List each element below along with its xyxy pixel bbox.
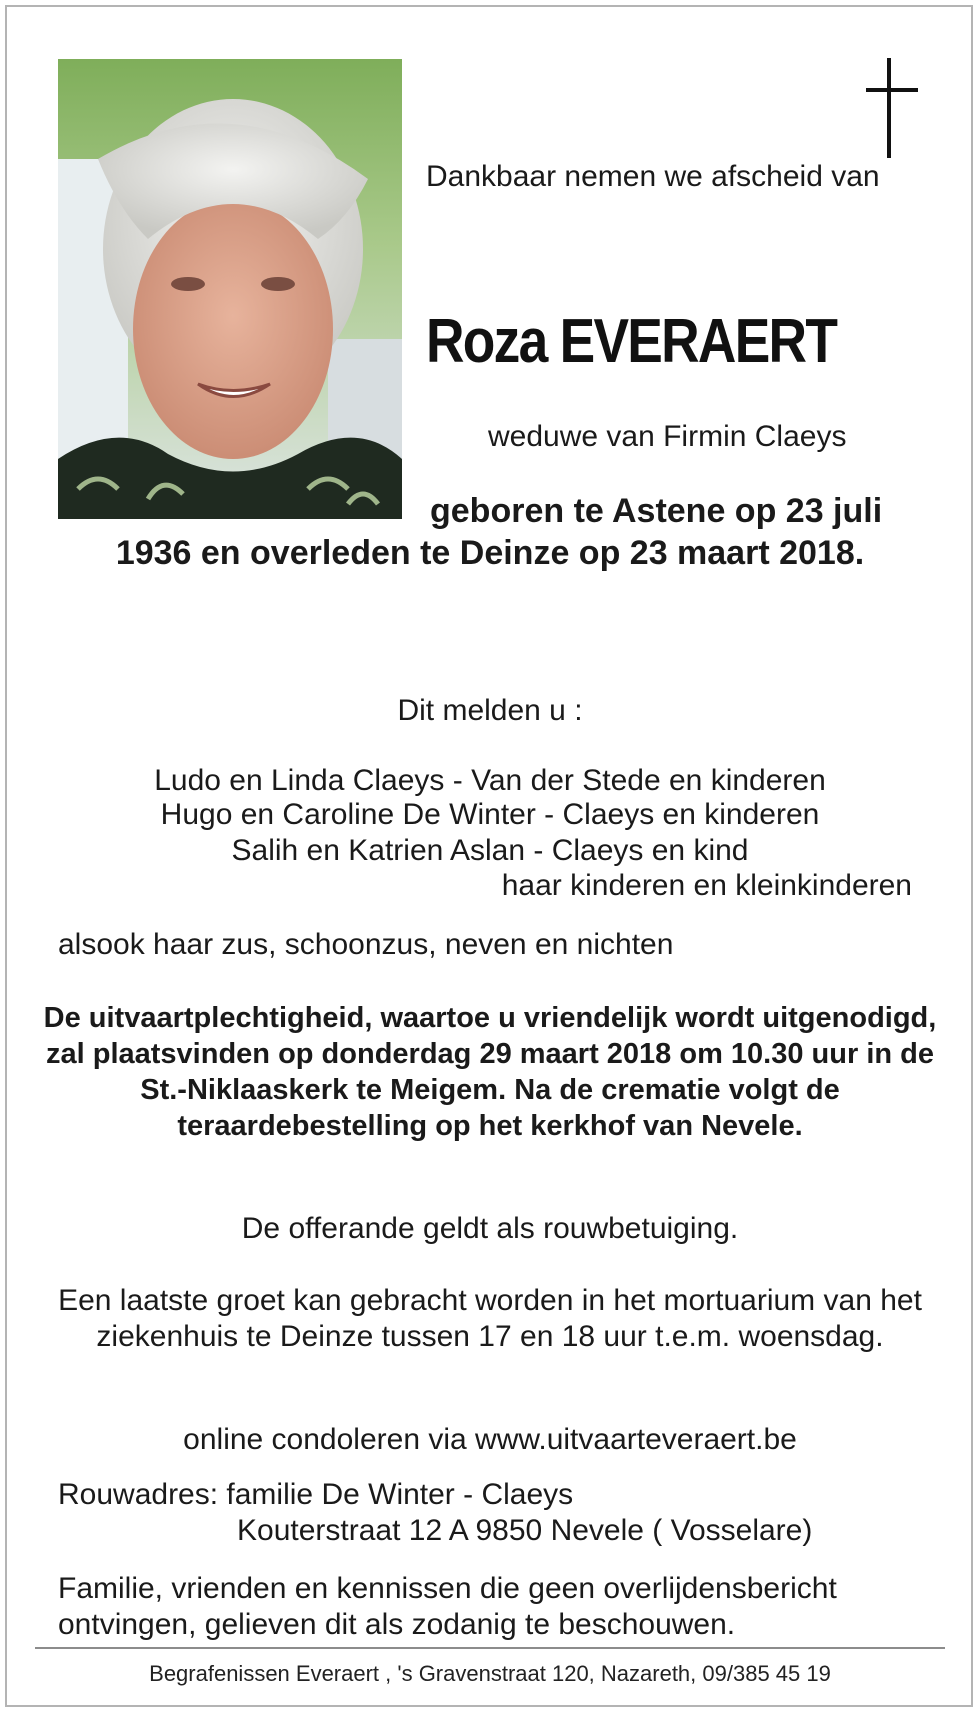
intro-text: Dankbaar nemen we afscheid van (426, 160, 880, 193)
family-line: Salih en Katrien Aslan - Claeys en kind (231, 834, 749, 867)
ceremony-text: De uitvaartplechtigheid, waartoe u vriendelijk wordt uitgenodigd, zal plaatsvinden op donderdag 29 maart 2018 om 10.30 uur in de St.-Niklaaskerk te Meigem. Na de crematie volgt de teraardebestelling op het kerkhof van Nevele. (43, 1002, 937, 1142)
birth-line-2: 1936 en overleden te Deinze op 23 maart 2018. (115, 534, 865, 572)
announce-text: Dit melden u : (397, 694, 583, 727)
notice-text: Familie, vrienden en kennissen die geen overlijdensbericht ontvingen, gelieven dit als zodanig te beschouwen. (58, 1572, 837, 1641)
family-line: haar kinderen en kleinkinderen (501, 869, 912, 902)
family-line: Hugo en Caroline De Winter - Claeys en kinderen (160, 798, 820, 831)
portrait-photo (58, 59, 402, 519)
offering-text: De offerande geldt als rouwbetuiging. (241, 1212, 739, 1245)
birth-line-1: geboren te Astene op 23 juli (430, 492, 883, 530)
address-line-1: Rouwadres: familie De Winter - Claeys (58, 1478, 574, 1511)
visit-text: Een laatste groet kan gebracht worden in het mortuarium van het ziekenhuis te Deinze tussen 17 en 18 uur t.e.m. woensdag. (58, 1284, 922, 1353)
cross-icon (860, 58, 920, 158)
spouse-line: weduwe van Firmin Claeys (488, 420, 847, 453)
online-condolence: online condoleren via www.uitvaarteveraert.be (183, 1423, 797, 1456)
deceased-name: Roza EVERAERT (426, 307, 837, 376)
funeral-home-footer: Begrafenissen Everaert , 's Gravenstraat 120, Nazareth, 09/385 45 19 (149, 1661, 831, 1686)
address-line-2: Kouterstraat 12 A 9850 Nevele ( Vosselare) (237, 1514, 813, 1547)
also-relatives: alsook haar zus, schoonzus, neven en nichten (58, 928, 674, 961)
divider (35, 1647, 945, 1649)
family-line: Ludo en Linda Claeys - Van der Stede en kinderen (154, 764, 826, 797)
